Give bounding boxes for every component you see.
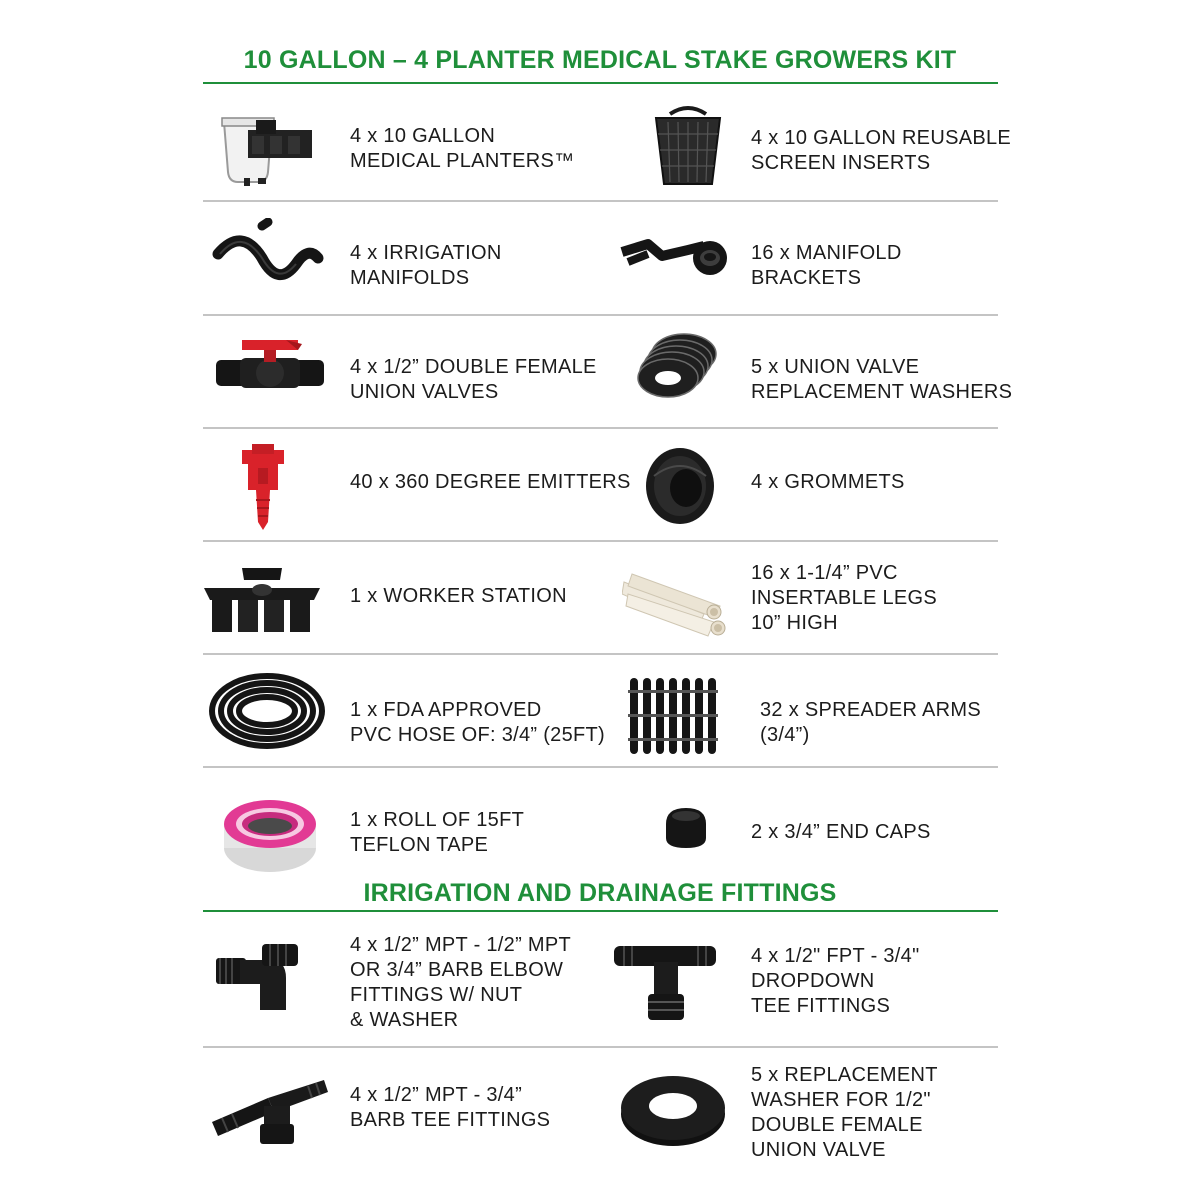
row-divider — [203, 200, 998, 202]
item-planters: 4 x 10 GALLON MEDICAL PLANTERS™ — [350, 125, 575, 172]
manifold-hose-icon — [212, 218, 324, 298]
title-underline — [203, 82, 998, 84]
item-pvc-legs: 16 x 1-1/4” PVC INSERTABLE LEGS 10” HIGH — [751, 562, 938, 634]
spreader-arms-icon — [626, 674, 726, 758]
item-emitters: 40 x 360 DEGREE EMITTERS — [350, 471, 631, 493]
barb-tee-icon — [208, 1074, 330, 1146]
row-divider — [203, 766, 998, 768]
teflon-tape-icon — [220, 796, 320, 876]
row-divider — [203, 314, 998, 316]
emitter-icon — [238, 444, 288, 530]
end-cap-icon — [660, 804, 712, 852]
union-valve-icon — [214, 336, 326, 398]
planter-icon — [218, 112, 318, 190]
item-worker-station: 1 x WORKER STATION — [350, 585, 567, 607]
row-divider — [203, 653, 998, 655]
item-union-valve-washers: 5 x UNION VALVE REPLACEMENT WASHERS — [751, 356, 1013, 403]
item-pvc-hose: 1 x FDA APPROVED PVC HOSE OF: 3/4” (25FT) — [350, 699, 606, 746]
bracket-icon — [618, 232, 730, 280]
dropdown-tee-icon — [610, 932, 720, 1024]
item-grommets: 4 x GROMMETS — [751, 471, 905, 493]
hose-coil-icon — [206, 670, 328, 752]
item-dropdown-tee: 4 x 1/2" FPT - 3/4" DROPDOWN TEE FITTINGS — [751, 945, 920, 1017]
item-spreader-arms: 32 x SPREADER ARMS (3/4”) — [760, 699, 982, 746]
row-divider — [203, 540, 998, 542]
item-end-caps: 2 x 3/4” END CAPS — [751, 821, 931, 843]
screen-insert-icon — [652, 104, 724, 190]
fittings-title: IRRIGATION AND DRAINAGE FITTINGS — [363, 879, 837, 907]
row-divider — [203, 427, 998, 429]
item-screen-inserts: 4 x 10 GALLON REUSABLE SCREEN INSERTS — [751, 127, 1012, 174]
item-manifold-brackets: 16 x MANIFOLD BRACKETS — [751, 242, 902, 289]
worker-station-icon — [202, 566, 322, 636]
item-union-valves: 4 x 1/2” DOUBLE FEMALE UNION VALVES — [350, 356, 597, 403]
row-divider — [203, 1046, 998, 1048]
item-replacement-washer: 5 x REPLACEMENT WASHER FOR 1/2" DOUBLE FEMALE UNION VALVE — [751, 1064, 938, 1161]
item-elbow-fittings: 4 x 1/2” MPT - 1/2” MPT OR 3/4” BARB ELBOW FITTINGS W/ NUT & WASHER — [350, 934, 572, 1031]
fittings-underline — [203, 910, 998, 912]
washers-icon — [636, 330, 722, 400]
kit-title: 10 GALLON – 4 PLANTER MEDICAL STAKE GROWERS KIT — [243, 46, 957, 74]
replacement-washer-icon — [618, 1070, 728, 1150]
pvc-legs-icon — [622, 570, 732, 640]
elbow-fitting-icon — [210, 940, 302, 1018]
grommet-icon — [642, 446, 718, 526]
item-irrigation-manifolds: 4 x IRRIGATION MANIFOLDS — [350, 242, 502, 289]
item-barb-tee: 4 x 1/2” MPT - 3/4” BARB TEE FITTINGS — [350, 1084, 551, 1131]
item-teflon-tape: 1 x ROLL OF 15FT TEFLON TAPE — [350, 809, 525, 856]
